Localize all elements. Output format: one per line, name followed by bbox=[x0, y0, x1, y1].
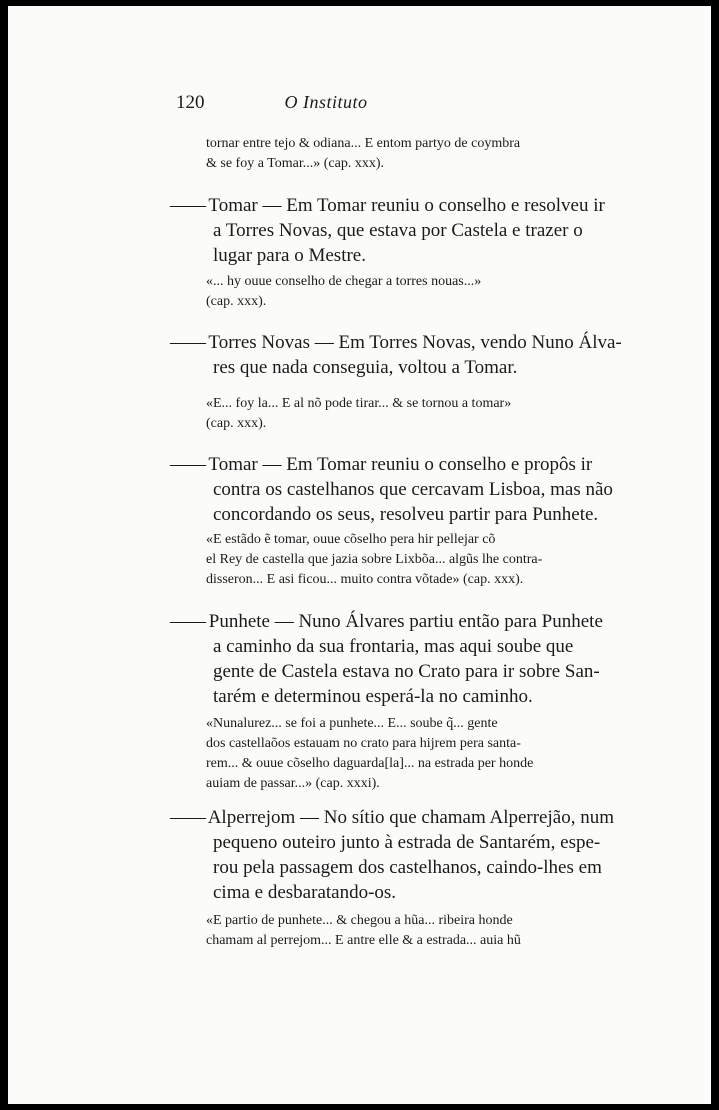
quote-line: «Nunalurez... se foi a punhete... E... soube q̃... gente bbox=[206, 716, 498, 731]
entry-dash: —— bbox=[170, 807, 204, 828]
entry-line: —— Tomar — Em Tomar reuniu o conselho e propôs ir bbox=[170, 454, 593, 475]
entry-dash: —— bbox=[170, 332, 204, 353]
quote-line: chamam al perrejom... E antre elle & a estrada... auia hũ bbox=[206, 933, 521, 948]
quote-block bbox=[206, 134, 646, 174]
quote-line: «... hy ouue conselho de chegar a torres nouas...» bbox=[206, 274, 482, 289]
entry-line: contra os castelhanos que cercavam Lisboa, mas não bbox=[213, 479, 613, 500]
entry-line: lugar para o Mestre. bbox=[213, 245, 366, 266]
quote-line: el Rey de castella que jazia sobre Lixbõa... algũs lhe contra- bbox=[206, 552, 543, 567]
quote-block bbox=[206, 272, 646, 312]
quote-line: (cap. xxx). bbox=[206, 294, 267, 309]
entry-dash: —— bbox=[170, 195, 204, 216]
entry-line: res que nada conseguia, voltou a Tomar. bbox=[213, 357, 518, 378]
entry-line: a caminho da sua frontaria, mas aqui soube que bbox=[213, 636, 574, 657]
quote-block bbox=[206, 394, 646, 434]
entry-line: —— Torres Novas — Em Torres Novas, vendo Nuno Álva- bbox=[170, 332, 622, 353]
quote-line: & se foy a Tomar...» (cap. xxx). bbox=[206, 156, 384, 171]
quote-line: (cap. xxx). bbox=[206, 416, 267, 431]
entry-line: pequeno outeiro junto à estrada de Santarém, espe- bbox=[213, 832, 601, 853]
quote-line: auiam de passar...» (cap. xxxi). bbox=[206, 776, 380, 791]
quote-line: «E... foy la... E al nõ pode tirar... & se tornou a tomar» bbox=[206, 396, 512, 411]
itinerary-entry bbox=[170, 609, 652, 709]
book-page bbox=[8, 6, 711, 1104]
entry-line: —— Alperrejom — No sítio que chamam Alperrejão, num bbox=[170, 807, 614, 828]
itinerary-entry bbox=[170, 805, 652, 905]
entry-dash: —— bbox=[170, 611, 204, 632]
entry-line: concordando os seus, resolveu partir para Punhete. bbox=[213, 504, 599, 525]
running-title: O Instituto bbox=[284, 92, 368, 112]
quote-line: rem... & ouue cõselho daguarda[la]... na estrada per honde bbox=[206, 756, 534, 771]
entry-line: a Torres Novas, que estava por Castela e trazer o bbox=[213, 220, 583, 241]
quote-line: disseron... E asi ficou... muito contra võtade» (cap. xxx). bbox=[206, 572, 524, 587]
entry-line: tarém e determinou esperá-la no caminho. bbox=[213, 686, 533, 707]
running-head bbox=[166, 92, 486, 116]
quote-block bbox=[206, 714, 646, 794]
quote-line: «E partio de punhete... & chegou a hũa... ribeira honde bbox=[206, 913, 513, 928]
entry-line: —— Tomar — Em Tomar reuniu o conselho e resolveu ir bbox=[170, 195, 605, 216]
itinerary-entry bbox=[170, 452, 652, 527]
quote-line: dos castellaõos estauam no crato para hijrem pera santa- bbox=[206, 736, 521, 751]
entry-line: —— Punhete — Nuno Álvares partiu então para Punhete bbox=[170, 611, 603, 632]
quote-block bbox=[206, 530, 646, 590]
entry-line: rou pela passagem dos castelhanos, caindo-lhes em bbox=[213, 857, 602, 878]
page-number: 120 bbox=[176, 92, 205, 113]
entry-dash: —— bbox=[170, 454, 204, 475]
itinerary-entry bbox=[170, 193, 652, 268]
entry-line: cima e desbaratando-os. bbox=[213, 882, 397, 903]
itinerary-entry bbox=[170, 330, 652, 380]
quote-line: tornar entre tejo & odiana... E entom partyo de coymbra bbox=[206, 136, 521, 151]
entry-line: gente de Castela estava no Crato para ir sobre San- bbox=[213, 661, 600, 682]
quote-block bbox=[206, 911, 646, 951]
quote-line: «E estãdo ẽ tomar, ouue cõselho pera hir pellejar cõ bbox=[206, 532, 496, 547]
